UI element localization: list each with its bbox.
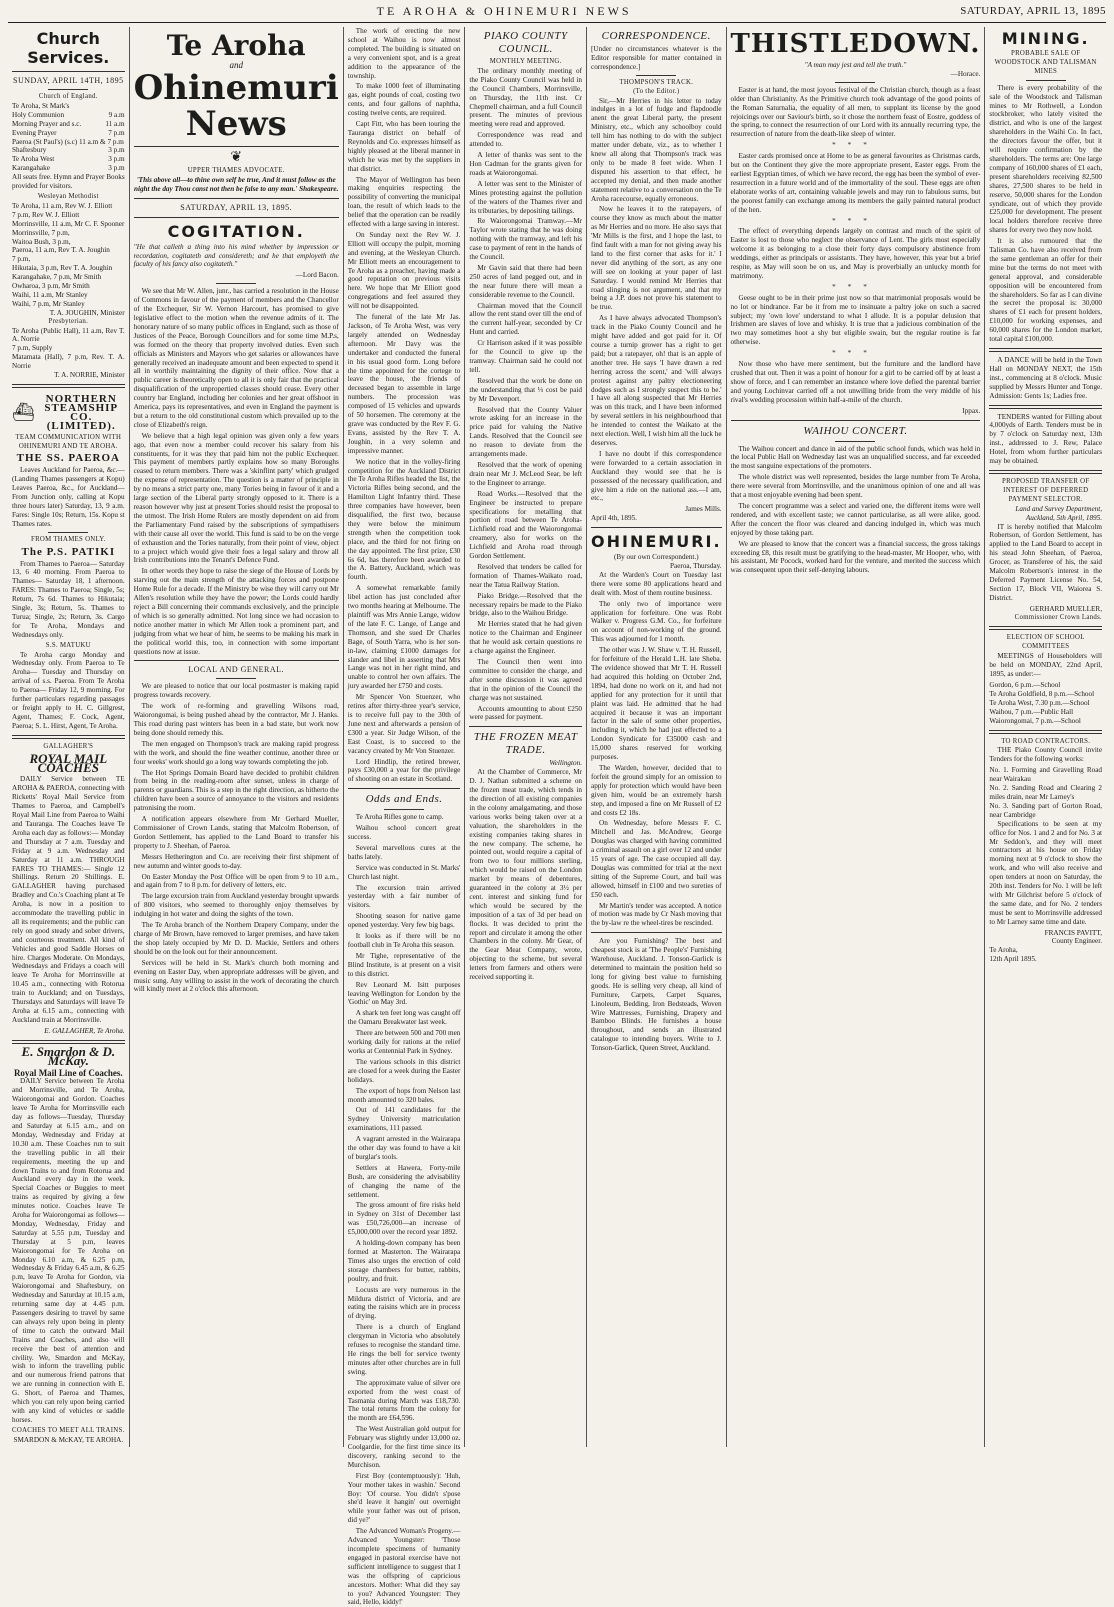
paper-motto: 'This above all—to thine own self be true, And it must follow as the night the day Thou canst not then be false to any man.' Shakespeare.	[133, 175, 339, 193]
news-item: On Sunday next the Rev W. J. Elliott will occupy the pulpit, morning and evening, at the Wesleyan Church. Mr Elliott meets an encouragement to Te Aroha as a preacher, having made a good reputation on previous visits here. We hope that Mr Elliott good congregations and feel assured they will not be disappointed.	[347, 230, 461, 311]
northern-ad	[12, 392, 125, 434]
waihou-paragraph: The whole district was well represented, besides the large number from Te Aroha, there were several from Morrinsville, and the unanimous opinion of one and all was that a most enjoyable evening had been spent.	[730, 473, 981, 500]
local-item: The Hot Springs Domain Board have decided to prohibit children from being in the reading-room after sunset, unless in charge of parents or guardians. This is a step in the right direction, as hitherto the children have been a source of annoyance to the visitors and residents patronising the room.	[133, 768, 339, 813]
crest-icon: ❦	[230, 149, 243, 165]
service-time: 7 p.m	[108, 128, 125, 137]
news-items	[348, 27, 461, 784]
thistledown-paragraph: Easter cards promised once at Home to be as general favourites as Christmas cards, but on the Continent they give the more appropriate present, Easter eggs. From the earliest Egyptian times, of which we have record, the egg has been the symbol of ever-resurrection in a future world and of the immortality of the soul. These eggs are often elaborate works of art, containing valuable jewels and may run to fabulous sums, but the poorest family can exchange among its members the gaily painted natural product of the hen.	[730, 152, 981, 214]
waihou-paragraph: The Waihou concert and dance in aid of the public school funds, which was held in the local Public Hall on Wednesday last was an unqualified success, and far exceeded the most sanguine expectations of the promoters.	[730, 444, 981, 471]
wesleyan-line: Morrinsville, 11 a.m, Mr C. F. Spooner	[12, 219, 125, 228]
odds-item: The West Australian gold output for February was slightly under 13,000 oz. Coolgardie, for the first time since its discovery, ranking second to the Murchison.	[347, 1425, 461, 1469]
wesleyan-line: 7 p.m,	[12, 255, 31, 264]
thompson-date: April 4th, 1895.	[591, 514, 637, 523]
cogitation-heading: COGITATION.	[167, 221, 305, 241]
piako-paragraph: Re Waiorongomai Tramway.—Mr Taylor wrote stating that he was doing nothing with the tramway, and left his case to payment of rent in the hands of the Council.	[469, 217, 583, 262]
odds-item: There is a church of England clergyman in Victoria who absolutely refuses to recognise the standard time. He rings the bell for service twenty minutes after other churches are in full swing.	[347, 1323, 461, 1376]
ohinemuri-heading: OHINEMURI.	[591, 532, 722, 552]
road-items	[989, 766, 1102, 819]
column-3	[344, 27, 466, 1607]
service-row	[12, 129, 125, 138]
transfer-role: Commissioner Crown Lands.	[1014, 613, 1103, 621]
northern-heading: NORTHERN STEAMSHIP CO. (LIMITED).	[44, 393, 119, 432]
odds-item: Shooting season for native game opened yesterday. Very few big bags.	[347, 912, 461, 930]
service-row	[12, 146, 125, 155]
thompson-signature: James Mills.	[685, 505, 722, 514]
paper-subtitle: UPPER THAMES ADVOCATE.	[187, 166, 285, 174]
thompson-heading: THOMPSON'S TRACK.	[619, 78, 694, 86]
matuku-heading: S.S. MATUKU	[45, 641, 91, 649]
frozen-paragraph: At the Chamber of Commerce, Mr D. J. Nathan submitted a scheme on the frozen meat trade, which tends in the direction of all existing companies in the colony amalgamating, and those various works being taken over at a valuation, the shareholders in the existing companies taking shares in the new company. The scheme, he pointed out, would require a capital of from two to four millions sterling, which would be raised on the London market by means of debentures, guaranteed in the colony at 3½ per cent. interest and sinking fund for which would be secured by the imposition of a tax of 3d per head on flocks. It was decided to print the report and circulate it among the other Chambers in the colony. Mr Gear, of the Gear Meat Company, wrote, objecting to the scheme, but several letters from farmers and others were received supporting it.	[469, 768, 583, 982]
school-meeting: Gordon, 6 p.m.—School	[989, 681, 1061, 689]
school-meeting: Te Aroha Goldfield, 8 p.m.—School	[989, 689, 1095, 698]
ohinemuri-paragraph: The only two of importance were application for forfeiture. One was Robt Walker v. Progress G.M. Co., for forfeiture on account of non-working of the ground. This was adjourned for 1 month.	[591, 599, 722, 644]
odds-item: Out of 141 candidates for the Sydney University matriculation examinations, 111 passed.	[347, 1106, 461, 1133]
local-item: Messrs Hetherington and Co. are receiving their first shipment of new autumn and winter goods to-day.	[133, 852, 339, 870]
waihou-heading: WAIHOU CONCERT.	[803, 424, 908, 437]
wesleyan-line: Owharoa, 3 p.m, Mr Smith	[12, 282, 90, 291]
service-time: 3 p.m	[108, 155, 125, 164]
presbyterian-line: Matamata (Hall), 7 p.m, Rev. T. A. Norrie	[12, 353, 125, 371]
news-item: We notice that in the volley-firing competition for the Auckland District the Te Aroha Rifles headed the list, the Victoria Rifles being second, and the Hamilton Light Infantry third. These three companies have however, been disqualified, the first two, because they were below the minimum strength when the competition took place, and the third for not firing on the day appointed. The first prize, £30 6s 6d, has therefore been awarded to the A. Battery, Auckland, which was fourth.	[347, 457, 461, 582]
ohinemuri-report	[591, 571, 722, 928]
piako-paragraph: Correspondence was read and attended to.	[469, 131, 583, 149]
wesleyan-line: Karangahake, 7 p.m, Mr Smith	[12, 273, 102, 282]
northern-sub: TEAM COMMUNICATION WITH OHINEMURI AND TE AROHA.	[15, 433, 122, 450]
thistledown-epigraph-sig: —Horace.	[950, 69, 981, 78]
correspondence-note: [Under no circumstances whatever is the Editor responsible for matter contained in correspondence.]	[591, 45, 722, 71]
local-item: The Te Aroha branch of the Northern Drapery Company, under the charge of Mr Brown, have removed to larger premises, and have taken the shop lately occupied by Mr D. D. Mackie, Settlers and others should be on the look out for their announcement.	[133, 921, 339, 956]
news-item: The funeral of the late Mr Jas. Jackson, of Te Aroha West, was very largely attended on Wednesday afternoon. Mr Davy was the undertaker and conducted the funeral in his usual good form. Long before the time appointed for the cortege to leave the house, the friends of deceased began to assemble in large numbers. The procession was composed of 15 vehicles and upwards of 50 horsemen. The ceremony at the grave was conducted by the Rev F. G. Evans, assisted by the Rev T. A. Joughin, in a very solemn and impressive manner.	[347, 313, 461, 455]
odds-item: Te Aroha Rifles gone to camp.	[355, 813, 444, 822]
frozen-place: Wellington.	[549, 759, 583, 768]
news-item: Lord Hindlip, the retired brewer, pays £30,000 a year for the privilege of shooting on an estate in Scotland.	[347, 757, 461, 784]
odds-item: Locusts are very numerous in the Mildura district of Victoria, and are eating the raisins which are in process of drying.	[347, 1285, 461, 1321]
election-heading: ELECTION OF SCHOOL COMMITTEES	[1006, 634, 1085, 651]
presbyterian-line: Te Aroha (Public Hall), 11 a.m, Rev T. A. Norrie	[12, 326, 125, 344]
church-service-list	[12, 111, 125, 173]
road-item: No. 3. Sanding part of Gorton Road, near Cambridge	[989, 801, 1103, 819]
paeroa-text: Leaves Auckland for Paeroa, &c.— (Landing Thames passengers at Kopu) Leaves Paeroa, &c., for Auckland— From Junction only, calling at Kopu three hours later) Saturday, 13, 9 a.m. Fares: Single 10s; Return, 15s. Kopu st Thames rates.	[12, 466, 125, 528]
local-item: The men engaged on Thompson's track are making rapid progress with the work, and should the fine weather continue, another three or four weeks' work should go a long way towards completing the job.	[133, 739, 339, 766]
piako-paragraph: Cr Harrison asked if it was possible for the Council to give up the tramway. Chairman said he could not tell.	[469, 339, 583, 374]
odds-item: A vagrant arrested in the Wairarapa the other day was found to have a kit of burglar's tools.	[347, 1135, 461, 1161]
school-meeting: Te Aroha West, 7.30 p.m.—School	[989, 698, 1090, 707]
service-row	[12, 164, 125, 173]
waihou-paragraph: The concert programme was a select and varied one, the different items were well rendered, and with excellent taste; we cannot particularise, as all were alike, good. After the concert the floor was cleared and dancing indulged in, which was much enjoyed by those taking part.	[730, 501, 981, 537]
wesleyan-line: Waihi, 7 p.m, Mr Stanley	[12, 299, 85, 308]
correspondence-heading: CORRESPONDENCE.	[601, 30, 711, 42]
service-time: 3 p.m	[108, 146, 125, 155]
road-date: 12th April 1895.	[989, 955, 1037, 964]
columns	[8, 27, 1106, 1607]
masthead	[8, 0, 1106, 23]
odds-heading: Odds and Ends.	[365, 793, 443, 806]
road-role: County Engineer.	[1051, 937, 1103, 946]
road-item: No. 2. Sanding Road and Clearing 2 miles drain, near Mr Larney's	[989, 784, 1103, 801]
wesleyan-list	[12, 202, 125, 309]
thompson-letter	[591, 97, 722, 504]
service-name: Karangahake	[12, 164, 50, 173]
thistledown-paragraph: The effect of everything depends largely on contrast and much of the spirit of Easter is lost to those who neglect the observance of Lent. The girls most especially welcome it as belonging to a close their forty days compulsory abstinence from weddings, either as principals or assistants. They have, however, this year but a brief respite, as May will soon be on us, and May is proverbially an unlucky month for matrimony.	[730, 227, 981, 280]
wesleyan-signature: T. A. JOUGHIN, Minister	[49, 308, 125, 317]
odds-item: The approximate value of silver ore exported from the west coast of Tasmania during March was £18,730. The total returns from the colony for the month are £64,596.	[347, 1378, 461, 1423]
dance-ad: A DANCE will be held in the Town Hall on MONDAY NEXT, the 15th inst., commencing at 8 o'clock. Music supplied by Messrs Hunter and Tonge. Admission: Gents 1s; Ladies free.	[989, 356, 1103, 400]
thistledown-signature: Ippax.	[962, 406, 981, 415]
mining-sub: PROBABLE SALE OF WOODSTOCK AND TALISMAN MINES	[994, 50, 1097, 75]
column-7	[985, 27, 1106, 1447]
thistledown-paragraph: Easter is at hand, the most joyous festival of the Christian church, though as a feast older than Christianity. As the Primitive church took advantage of the good points of the Roman Saturnalia, the equality of all men, to supplant its license by the good rejoicings over our Saviour's birth, so it chose the northern feast of Eostre, goddess of the spring, to connect the resurrection of our Lord with its annually recurring type, the resurrection of nature from the death-like sleep of winter.	[730, 85, 981, 139]
piako-paragraph: The ordinary monthly meeting of the Piako County Council was held in the Council Chambers, Morrinsville, on Thursday, the 11th inst. Cr Chepmell chairman, and a full Council present. The minutes of previous meeting were read and approved.	[469, 66, 583, 129]
wesleyan-line: Paeroa, 11 a.m, Rev T. A. Joughin	[12, 246, 110, 255]
presbyterian-signature: T. A. NORRIE, Minister	[54, 371, 125, 380]
piako-report	[469, 67, 582, 722]
service-name: Holy Communion	[12, 110, 65, 119]
service-name: Morning Prayer and s.c.	[12, 119, 82, 128]
odds-item: Waihou school concert great success.	[347, 824, 461, 842]
matuku-text: Te Aroha cargo Monday and Wednesday only. From Paeroa to Te Aroha— Tuesday and Thursday on arrival of s.s. Paeroa. From Te Aroha to Paeroa— Friday 12, 9 morning. For further particulars regarding passages or freight apply to H. C. Gillgrest, Agent, Thames; F. Cock, Agent, Paeroa; S. L. Hirst, Agent, Te Aroha.	[12, 650, 125, 730]
news-item: Capt Fitt, who has been touring the Tauranga district on behalf of Reynolds and Co. expresses himself as highly pleased at the liberal manner in which he was met by the suppliers in that district.	[347, 120, 461, 173]
star-separator-icon: ***	[832, 349, 879, 358]
odds-item: A holding-down company has been formed at Masterton. The Wairarapa Times also urges the erection of cold storage chambers for butter, rabbits, poultry, and fruit.	[347, 1239, 461, 1283]
masthead-date: SATURDAY, APRIL 13, 1895	[960, 5, 1106, 17]
to-editor: (To the Editor.)	[633, 87, 680, 95]
odds-list	[348, 813, 461, 1607]
odds-item: The Advanced Woman's Progeny.—Advanced Youngster: 'Those incomplete specimens of humanity engaged in pastoral exercise have not sufficient intelligence to suggest that I was the offspring of capricious ancestors. Mother: What did they say to you? Advanced Youngster: They said, Hello, kiddy!'	[347, 1527, 461, 1607]
local-item: The large excursion train from Auckland yesterday brought upwards of 800 visitors, who seemed to thoroughly enjoy themselves by indulging in hot water and doing the sights of the town.	[133, 892, 339, 919]
odds-item: Mr Tighe, representative of the Blind Institute, is at present on a visit to this district.	[347, 951, 461, 978]
smardon-text: DAILY Service between Te Aroha and Morrinsville, and Te Aroha, Waiorongomai and Gordon. Coaches leave Te Aroha for Morrinsville each day as follows—Tuesday, Thursday and Saturday at 6.15 a.m., and on Monday, Wednesday and Friday at 10.30 a.m. These Coaches run to suit the travelling public in all their requirements, meeting the up and down Trains to and from Rotorua and Auckland every day in the week. Special Coaches or Buggies to meet trains as required by giving a few minutes notice. Coaches leave Te Aroha for Waiorongomai as follows—Monday, Wednesday, Friday and Saturday at 5.55 p.m, Tuesday and Thursday at 5 p.m, leaves Waiorongomai for Te Aroha on Monday 6.10 a.m, & 6.25 p.m, Wednesday & Friday 6.45 a.m, & 6.25 p.m, leave Te Aroha for Gordon, via Waiorongomai and Shaftesbury, on Wednesday and Saturday at 10.15 a.m, returning same day at 4.45 p.m. Passengers desiring to travel by same can always rely upon being in plenty of time to catch the outward Mail Trains and Coaches, and also will receive the best of attention and civility. We, Smardon and McKay, wish to inform the travelling public and our numerous friend patrons that we are running in connection with E. G. Short, of Paeroa and Thames, which you can rely upon being carried with any kind of vehicles or saddle horses.	[12, 1077, 125, 1424]
own-correspondent: (By our own Correspondent.)	[613, 553, 699, 562]
column-1	[8, 27, 130, 1447]
local-item: On Easter Monday the Post Office will be open from 9 to 10 a.m., and again from 7 to 8 p.m. for delivery of letters, etc.	[133, 872, 339, 890]
church-of-england: Church of England.	[38, 93, 98, 100]
patiki-text: From Thames to Paeroa— Saturday 13, 6 40 morning. From Paeroa to Thames— Saturday 18, 1 afternoon. FARES: Thames to Paeroa; Single, 5s; Return, 7s 6d. Thames to Hikutaia; Single, 3s; Return, 5s. Thames to Turua; Single, 2s; Return, 3s. Cargo for Te Aroha, Mondays and Wednesdays only.	[12, 559, 125, 639]
wesleyan-line: Morrinsville, 7 p.m,	[12, 228, 70, 237]
transfer-heading: PROPOSED TRANSFER OF INTEREST OF DEFERRED PAYMENT SELECTOR.	[1001, 477, 1090, 503]
transfer-signature: GERHARD MUELLER,	[1029, 604, 1103, 613]
epigraph-signature: —Lord Bacon.	[295, 271, 339, 280]
piako-paragraph: Mr Herries stated that he had given notice to the Chairman and Engineer that he would ask certain questions re a charge against the Engineer.	[469, 620, 583, 656]
star-separator-icon: ***	[832, 141, 879, 150]
service-name: Evening Prayer	[12, 128, 57, 137]
service-row	[12, 138, 125, 147]
service-name: Shaftesbury	[12, 146, 47, 155]
smardon-meet: COACHES TO MEET ALL TRAINS.	[12, 1426, 125, 1434]
waihou-report	[731, 445, 981, 576]
piako-paragraph: Chairman moved that the Council allow the rent stand over till the end of the current half-year, seconded by Cr Hunt and carried.	[469, 301, 583, 337]
mining-report	[989, 84, 1102, 344]
column-4	[465, 27, 587, 1447]
thistledown-text	[731, 86, 981, 405]
transfer-place: Land and Survey Department, Auckland, 5th April, 1895.	[1015, 504, 1103, 522]
odds-item: There are between 500 and 700 men working daily for rations at the relief works at Centennial Park in Sydney.	[347, 1029, 461, 1055]
smardon-signature: SMARDON & McKAY, TE AROHA.	[13, 1435, 124, 1444]
paper-title-and: and	[229, 60, 243, 70]
piako-heading: PIAKO COUNTY COUNCIL.	[483, 30, 568, 55]
news-item: To make 1000 feet of illuminating gas, eight pounds of coal, costing two cents, and four gallons of naphtha, costing twelve cents, are required.	[347, 82, 461, 118]
seats-free: All seats free. Hymn and Prayer Books provided for visitors.	[12, 173, 125, 191]
road-intro: THE Piako County Council invite Tenders for the following works:	[989, 746, 1103, 764]
column-6	[727, 27, 986, 1447]
local-heading: LOCAL AND GENERAL.	[188, 665, 284, 675]
star-separator-icon: ***	[832, 282, 879, 291]
editorial-paragraph: In other words they hope to raise the siege of the House of Lords by starving out the main strength of the attacking forces and postpone Home Rule for a decade. If the Ministry be wise they will carry out Mr Allen's resolution while they have the power; the Lords could hardly reject a Bill concerning their commands exclusively, and the principle of which is so generally admitted. Not long since we had occasion to notice another matter in which Mr Allen took a prominent part, and judging from what we hear of him, he seems to be making his mark in the political world this, too, in connection with some important questions now at issue.	[133, 567, 339, 656]
school-meeting: Waihou, 7 p.m.—Public Hall	[989, 707, 1074, 716]
road-signature: FRANCIS PAVITT,	[1044, 928, 1103, 937]
transfer-text: IT is hereby notified that Malcolm Robertson, of Gordon Settlement, has applied to the Land Board to accept in his stead John Sheehan, of Paeroa, Grocer, as Transferee of his, the said Malcolm Robertson's interest in the Deferred Payment License No. 54, Section 17, Block VII, Waiorea S. District.	[989, 522, 1103, 602]
paper-date: SATURDAY, APRIL 13, 1895.	[180, 202, 293, 212]
odds-item: Settlers at Hawera, Forty-mile Bush, are considering the advisability of changing the name of the settlement.	[347, 1163, 461, 1199]
odds-item: Rev Leonard M. Isitt purposes leaving Wellington for London by the 'Gothic' on May 3rd.	[347, 980, 461, 1007]
letter-paragraph: I have no doubt if this correspondence were forwarded to a certain association in Auckland they would see that he is possessed of the necessary qualification, and give him a ride on the national ass.—I am, etc.,	[591, 449, 722, 503]
frozen-heading: THE FROZEN MEAT TRADE.	[473, 731, 578, 757]
thistledown-epigraph: "A man may jest and tell the truth."	[804, 61, 907, 69]
service-row	[12, 111, 125, 120]
mining-paragraph: It is also rumoured that the Talisman Co. have also received from the same gentleman an offer for their mine but the terms do not meet with general approval, and considerable opposition will be encountered from the shareholders. So far as I can divine the secret the proposal is: 30,000 shares of £1 each for present holders, £10,000 for working expenses, and 60,000 shares for the London market, total capital £100,000.	[989, 237, 1103, 344]
church-date: SUNDAY, APRIL 14TH, 1895	[13, 76, 124, 85]
school-list	[989, 681, 1102, 726]
ohinemuri-paragraph: The Warden, however, decided that to forfeit the ground simply for an omission to apply for protection which would have been given him, would be an extremely harsh step, and imposed a fine on Mr Russell of £2 and costs £2 18s.	[591, 763, 722, 817]
piako-paragraph: Accounts amounting to about £250 were passed for payment.	[469, 704, 583, 722]
thames-only: FROM THAMES ONLY.	[31, 535, 106, 543]
letter-paragraph: As I have always advocated Thompson's track in the Piako County Council and he might have added and got paid for it. Of course a turnip grower has a right to get paid; but a ratepayer, oh! that is an apple of another tree. He says 'I have drawn a red herring across the scent,' and 'will always protest against any paltry electioneering dodges such as I strongly suspect this to be.' I have all along suspected that Mr Herries was on this track, and I have been informed by several settlers in his neighbourhood that he intended to contest the Waikato at the next election. Well, I wish him all the luck he deserves.	[591, 314, 722, 447]
tenders-ad: TENDERS wanted for Filling about 4,000yds of Earth. Tenders must be in by 7 o'clock on Saturday next, 13th inst., addressed to J. Rew, Palace Hotel, from whom further particulars may be obtained.	[989, 412, 1103, 466]
cogitation-epigraph: "He that calleth a thing into his mind whether by impression or recordation, cogitateth and considereth; and he that employeth the faculty of his fancy also cogitateth."	[133, 242, 339, 269]
letter-paragraph: Sir,—Mr Herries in his letter to today indulges in a lot of fudge and flapdoodle anent the great Liberal party, the present Ministry, etc., which any schoolboy could tell him has nothing to do with the subject matter under debate, viz., as to whether I knew all along that Thompson's track was only to be made 8 feet wide. When I disputed his assertion to that effect, he accepted my denial, and then made another statement relative to a conversation on the Te Aroha racecourse, equally erroneous.	[591, 96, 722, 203]
odds-item: Several marvellous cures at the baths lately.	[347, 843, 461, 861]
piako-paragraph: The Council then went into committee to consider the charge, and after some discussion it was agreed that in the opinion of the Council the charge was not sustained.	[469, 658, 583, 702]
gallagher-signature: E. GALLAGHER, Te Aroha.	[44, 1026, 125, 1035]
piako-paragraph: Road Works.—Resolved that the Engineer be instructed to prepare specifications for metalling that portion of road between Te Aroha-Lichfield road and the Waiorongomai creamery, also for works on the Lichfield and Aroha road through Gordon Settlement.	[469, 489, 583, 561]
road-text: Specifications to be seen at my office for Nos. 1 and 2 and for No. 3 at Mr Seddon's, and they will meet contractors at his house on Friday morning next at 9 o'clock to show the work, and who will also receive and open tenders at noon on Saturday, the 20th inst. Tenders for No. 1 will be left with Mr Gilchrist before 5 o'clock of the same date, and for No. 2 tenders must be sent to Morrinsville addressed to Mr Larney same time and date.	[989, 819, 1103, 926]
road-place: Te Aroha,	[989, 946, 1018, 955]
service-time: 9 a.m	[108, 110, 125, 119]
local-item: A notification appears elsewhere from Mr Gerhard Mueller, Commissioner of Crown Lands, stating that Malcolm Robertson, of Gordon Settlement, has applied to the Land Board to transfer his property to J. Sheehan, of Paeroa.	[133, 815, 339, 850]
odds-item: The excursion train arrived yesterday with a fair number of visitors.	[347, 883, 461, 910]
wesleyan-line: Waitoa Bush, 3 p.m,	[12, 237, 71, 246]
presbyterian-list	[12, 327, 125, 372]
thistledown-paragraph: Geese ought to be in their prime just now so that matrimonial proposals would be no lot or hindrance. Far be it from me to insinuate a paltry joke on such a sacred subject; my 'own love' understand to what I allude. It is a popular delusion that Irishmen are slaves of love and whisky. It is true that a judicious combination of the two may sometimes hoot a shy but eligible swain, but the regular routine is far otherwise.	[730, 293, 981, 347]
local-news	[134, 682, 339, 994]
news-item: Mr Spencer Von Stuenzer, who retires after thirty-three year's service, is to receive full pay to the 30th of June next and afterwards a pension of £300 a year. Sir Judge Wilson, of the East Coast, is to succeed to the vacancy created by Mr Von Stuenzer.	[347, 693, 461, 755]
masthead-title: TE AROHA & OHINEMURI NEWS	[376, 3, 632, 18]
gallagher-text: DAILY Service between TE AROHA & PAEROA, connecting with Ricketts' Royal Mail Service from Thames to Paeroa, and Campbell's Royal Mail Line from Paeroa to Waihi and Tauranga. The Coaches leave Te Aroha each day as follows:— Monday and Thursday at 7 a.m. Tuesday and Friday at 9 a.m. Wednesday and Saturday at 11 a.m. THROUGH FARES TO THAMES:— Single 12 Shillings. Return 20 Shillings. E. GALLAGHER having purchased Bradley and Co.'s Coaching plant at Te Aroha, is now in a position to accommodate the travelling public in all its requirements; and the public can rely on good steady and sober drivers, and courteous treatment. All kind of Vehicles and good Saddle Horses on hire. Charges Moderate. On Mondays, Wednesdays and Fridays a coach will leave Te Aroha for Morrinsville at 10.45 a.m., connecting with Rotorua train to Auckland; and on Tuesdays, Thursdays and Saturdays will leave Te Aroha at 6.15 a.m., connecting with Auckland train at Morrinsville.	[12, 775, 125, 1024]
service-name: Te Aroha West	[12, 155, 55, 164]
piako-paragraph: Resolved that the work of opening drain near Mr J. McLeod Sear, be left to the Engineer to arrange.	[469, 460, 583, 487]
church-services-heading: Church Services.	[27, 29, 110, 67]
ohinemuri-paragraph: At the Warden's Court on Tuesday last there were some 80 applications heard and dealt with. Most of them routine business.	[591, 570, 722, 597]
paper-title-bottom: Ohinemuri News	[133, 67, 339, 144]
wesleyan-line: Hikutaia, 3 p.m, Rev T. A. Joughin	[12, 264, 113, 273]
mining-heading: MINING.	[1001, 29, 1090, 48]
service-row	[12, 155, 125, 164]
gallagher-heading: ROYAL MAIL COACHES	[29, 750, 108, 775]
odds-item: A shark ten feet long was caught off the Oamaru Breakwater last week.	[347, 1009, 461, 1027]
frozen-report	[469, 768, 582, 982]
odds-item: The various schools in this district are closed for a week during the Easter holidays.	[347, 1057, 461, 1084]
piako-paragraph: Resolved that the County Valuer wrote asking for an increase in the price paid for valuing the Native Lands. Resolved that the Council see no reason to deviate from the arrangements made.	[469, 405, 583, 459]
news-item: The Mayor of Wellington has been making enquiries respecting the possibility of converting the municipal loan, the result of which leads to the belief that the operation can be readily effected with a large saving in interest.	[347, 175, 461, 229]
mining-paragraph: There is every probability of the sale of the Woodstock and Talisman mines to Mr Rothwell, a London stockbroker, who lately visited the district, and who is one of the largest shareholders in the Waihi Co. In fact, the directors favour the offer, but it will require confirmation by the shareholders. The terms are: One large company of 160,000 shares of £1 each, present shareholders receiving 82,500 shares, 27,500 shares to be held in reserve, 50,000 shares for the London syndicate, out of which they provide £25,000 for development. The present local holders therefore receive three shares for every two they now hold.	[989, 83, 1103, 235]
odds-item: Service was conducted in St. Marks' Church last night.	[347, 863, 461, 881]
patiki-heading: The P.S. PATIKI	[21, 545, 116, 558]
wesleyan-line: Te Aroha, 11 a.m, Rev W. J. Elliott	[12, 201, 113, 210]
steamship-icon: ⛴	[12, 402, 35, 423]
thistledown-paragraph: Now those who have mere sentiment, but the furniture and the landlord have crushed that out. Then it was a point of honour for a girl to be carried off by at least a show of force, and I can remember an instance where love defied the parental barrier and young Lochinvar carried off a not unwilling bride from the very middle of his rival's wedding procession within half-a-mile of the church.	[730, 360, 981, 404]
piako-paragraph: Piako Bridge.—Resolved that the necessary repairs be made to the Piako bridge, also to the Waihou Bridge.	[469, 591, 583, 618]
st-marks: Te Aroha, St Mark's	[12, 101, 70, 110]
service-row	[12, 120, 125, 129]
local-item: We are pleased to notice that our local postmaster is making rapid progress towards recovery.	[133, 682, 339, 700]
odds-item: The export of hops from Nelson last month amounted to 320 bales.	[347, 1086, 461, 1104]
piako-paragraph: Resolved that the work be done on the understanding that ⅓ cost be paid by Mr Devenport.	[469, 376, 583, 403]
news-item: A somewhat remarkable family libel action has just concluded after two months hearing at Melbourne. The plaintiff was Mrs Annie Lange, widow of the late F. C. Lange, of Lange and Thomson, and she sued Dr Charles Bage, of South Yarra, who is her son-in-law, claiming £1000 damages for slander and libel in asserting that Mrs Lange was not in her right mind, and unable to control her own affairs. The jury awarded her £750 and costs.	[347, 584, 461, 691]
letter-paragraph: Now he leaves it to the ratepayers, of course they know as much about the matter as Mr Herries and no more. He also says that 'Mr Mills is the first, and I hope the last, to find fault with a man for not giving away his land to the first corner that asks for it.' I never did anything of the sort, as any one will see on looking at your paper of last Saturday. I would remind Mr Herries that road slinging is not argument, and that my being a J.P. does not prove his statement to be true.	[591, 205, 722, 312]
furnishing-ad: Are you Furnishing? The best and cheapest stock is at 'The People's' Furnishing Warehouse, Auckland. J. Tonson-Garlick is determined to maintain the position held so long for giving best value to furnishing goods. He is selling very cheap, all kind of Furniture, Carpets, Carpet Squares, Linoleum, Bedding, Iron Bedsteads, Woven Wire Mattresses, Furnishing, Drapery and Bamboo Blinds. He furnishes a house throughout, and sends an illustrated catalogue to intending buyers. Write to J. Tonson-Garlick, Queen Street, Auckland.	[591, 937, 722, 1053]
school-meeting: Waiorongomai, 7 p.m.—School	[989, 716, 1081, 725]
column-5	[587, 27, 727, 1447]
wesleyan-line: 7 p.m, Rev W. J. Elliott	[12, 210, 80, 219]
road-heading: TO ROAD CONTRACTORS.	[1001, 737, 1091, 745]
news-item: The work of erecting the new school at Waihou is now almost completed. The building is situated on a very convenient spot, and is a great addition to the appearance of the township.	[347, 27, 461, 80]
local-item: Services will be held in St. Mark's church both morning and evening on Easter Day, when appropriate addresses will be given, and music sung. Any willing to assist in the work of decorating the church will kindly meet at 2 o'clock this afternoon.	[133, 958, 339, 994]
presbyterian-line: 7 p.m, Supply	[12, 344, 53, 353]
piako-paragraph: Mr Gavin said that there had been 250 acres of land pegged out, and in the near future there will mean a considerable revenue to the Council.	[469, 263, 583, 299]
star-separator-icon: ***	[832, 216, 879, 225]
column-2	[130, 27, 344, 1447]
piako-paragraph: A letter was sent to the Minister of Mines protesting against the pollution of the waters of the Thames river and its tributaries, by depositing tailings.	[469, 179, 583, 215]
smardon-sub: Royal Mail Line of Coaches.	[13, 1067, 123, 1078]
editorial-paragraph: We see that Mr W. Allen, junr., has carried a resolution in the House of Commons in favour of the payment of members and the Chancellor of the Exchequer, Sir W. Vernon Harcourt, has promised to give legislative effect to the motion when the revenue admits of it. The honorary nature of so many public offices in England, such as those of Justices of the Peace, Borough Councillors and for some time M.P.s, was formed on the theory that property involved duties. Even such officials as Ministers and Mayors who get salaries or allowances have generally received an inadequate amount and been expected to spend it all in worthily maintaining the dignity of their office. Now that a public career is theoretically open to all it is only fair that the practical disqualification of the unpropertied classes should cease. Every other country bar England, including her colonies and her great offshoot in America, pays its representatives, and even in England the payment is but a return to the old constitutional custom which prevailed up to the close of Elizabeth's reign.	[133, 287, 339, 429]
odds-item: The gross amount of fire risks held in Sydney on 31st of December last was £50,726,000—an increase of £5,000,000 over the record year 1892.	[347, 1201, 461, 1237]
piako-paragraph: Resolved that tenders be called for formation of Thames-Waikato road, near the Tatua Railway Station.	[469, 562, 583, 589]
ohinemuri-paragraph: The other was J. W. Shaw v. T. H. Russell, for forfeiture of the Herald L.H. late Sheba. The evidence showed that Mr T. H. Russell had acquired this holding on October 2nd, 1894, had done no work on it, and had not applied for any protection for it until that plaint was laid. He admitted that he had acquired it because it was an important factor in the sale of some other properties, including it, which he had just effected to a London Syndicate for £35000 cash and 15,000 shares reserved for working purposes.	[591, 646, 722, 762]
service-time: 3 p.m	[108, 164, 125, 173]
waihou-paragraph: We are pleased to know that the concert was a financial success, the gross takings exceeding £8, this result must be gratifying to the head-master, Mr Hooper, who, with his assistant, Mr Pocock, worked hard for the venture, and merited the success which was consequent upon their self-denying labours.	[730, 539, 981, 575]
paeroa-heading: THE SS. PAEROA	[16, 452, 120, 465]
ohinemuri-paragraph: On Wednesday, before Messrs F. C. Mitchell and Jas. McAndrew, George Douglas was charged with having committed a criminal assault on a girl over 12 and under 15 years of age. The case occupied all day. Douglas was committed for trial at the next sitting of the Supreme Court, and bail was allowed, himself in £100 and two sureties of £50 each.	[591, 819, 722, 899]
presbyterian-heading: Presbyterian.	[48, 317, 89, 325]
odds-item: First Boy (contemptuously): 'Huh, Your mother takes in washin.' Second Boy: 'Of course. You didn't s'pose she'd leave it hangin' out overnight while your father was out of prison, did ye?'	[347, 1471, 461, 1525]
wesleyan-heading: Wesleyan Methodist	[37, 192, 99, 200]
paeroa-date: Paeroa, Thursday.	[670, 562, 722, 571]
local-item: The work of re-forming and gravelling Wilsons road, Waiorongomai, is being pushed ahead by the contractor, Mr J. Hanks. This road during past winters has been in a bad state, but work now being done should remedy this.	[133, 702, 339, 737]
service-time: 11 a.m	[105, 119, 125, 128]
election-text: MEETINGS of Householders will be held on MONDAY, 22nd April, 1895, as under:—	[989, 652, 1103, 679]
road-item: No. 1. Forming and Gravelling Road near Wairakau	[989, 766, 1103, 784]
thistledown-heading: THISTLEDOWN.	[730, 29, 981, 59]
piako-monthly: MONTHLY MEETING.	[489, 58, 562, 65]
service-name: Paeroa (St Paul's) (s.c) 11 a.m & 7 p.m	[12, 137, 124, 146]
wesleyan-line: Waihi, 11 a.m, Mr Stanley	[12, 290, 88, 299]
paper-title-top: Te Aroha	[166, 29, 306, 62]
odds-item: It looks as if there will be no football club in Te Aroha this season.	[347, 932, 461, 949]
smardon-heading: E. Smardon & D. McKay.	[21, 1043, 116, 1068]
editorial-paragraph: We believe that a high legal opinion was given only a few years ago, that even now a member could recover his salary from his constituents, for it was they that paid him not the public Exchequer. This payment of members partly explains how so many Boroughs ceased to return members. There was a 'skinflint party' which grudged the expense of representation. The question is a matter of principle in by no means a strict party one, many Tories being in favour of it and a large section of the Liberal party strongly opposed to it. There is a reason however why just at present Tories should resist the proposal to the utmost. The Irish Home Rulers are mostly dependent on aid from the Parliamentary Fund raised by the subscriptions of sympathisers with their cause all over the world. This fund is said to be on the verge of exhaustion and the Tories naturally, from their point of view, object to a project which would give their foes a legal salary and throw all Irish contributions into the Tenant's Defence Fund.	[133, 431, 339, 565]
ohinemuri-paragraph: Mr Martin's tender was accepted. A notice of motion was made by Cr Nash moving that the by-law re the wheel-tires be rescinded.	[591, 901, 722, 928]
editorial	[134, 287, 339, 656]
gallagher-top: GALLAGHER'S	[43, 742, 94, 750]
piako-paragraph: A letter of thanks was sent to the Hon Cadman for the grants given for roads at Waiorongomai.	[469, 151, 583, 177]
